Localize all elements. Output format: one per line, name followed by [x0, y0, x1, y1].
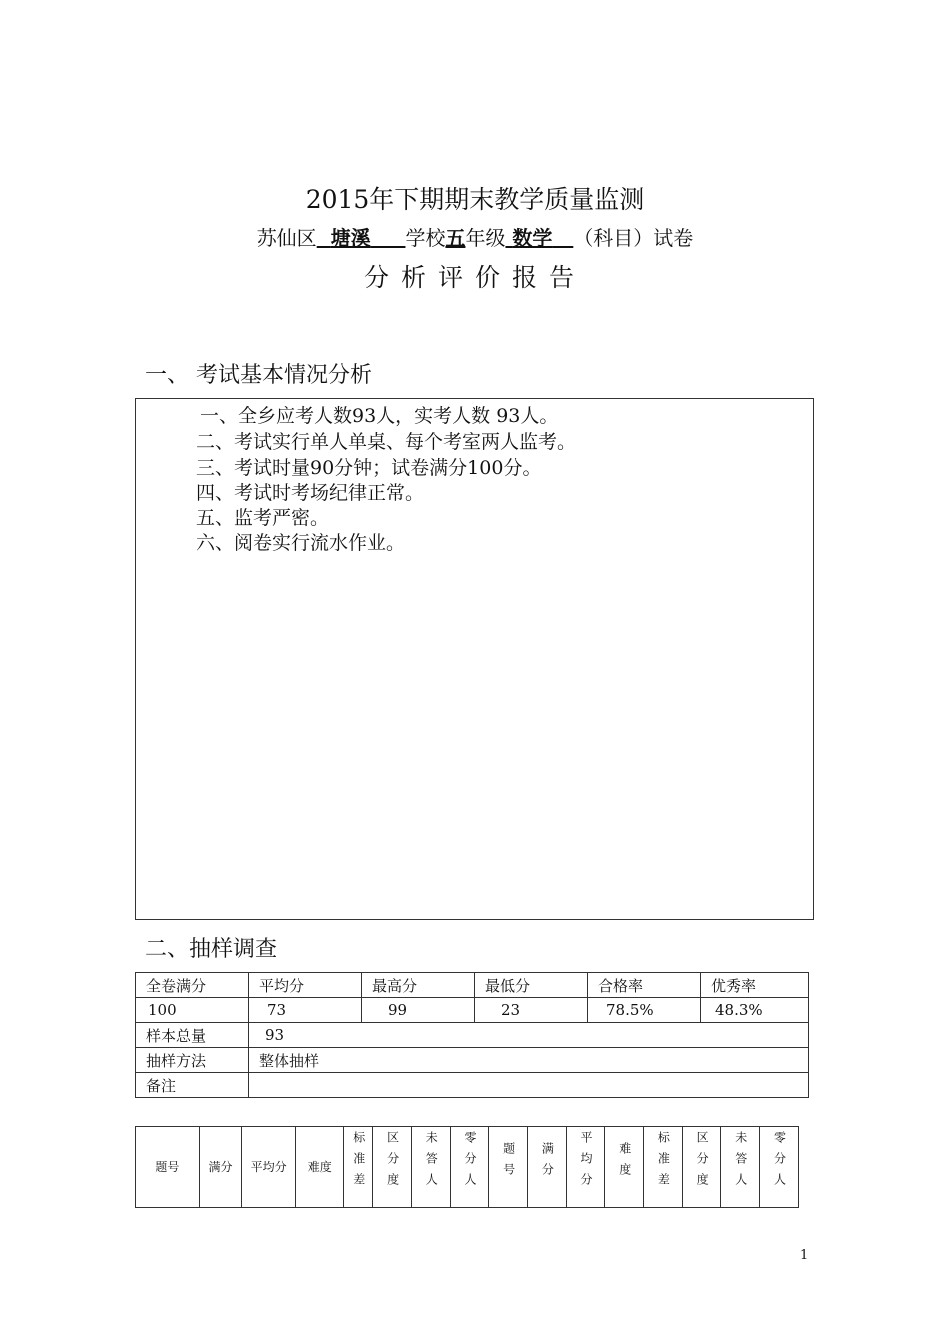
summary-line: 一、全乡应考人数93人，实考人数 93人。	[200, 405, 559, 427]
summary-line: 六、阅卷实行流水作业。	[196, 532, 406, 554]
header-cell: 难度	[605, 1127, 644, 1208]
header-cell: 题号	[489, 1127, 528, 1208]
section1-heading: 一、 考试基本情况分析	[145, 363, 372, 388]
sampling-table	[135, 972, 809, 1098]
label-cell: 样本总量	[136, 1023, 249, 1048]
value-cell: 78.5%	[588, 998, 701, 1023]
header-cell: 平均分	[242, 1127, 296, 1208]
value-cell: 100	[136, 998, 249, 1023]
school-label: 学校	[405, 226, 446, 250]
value-cell: 99	[362, 998, 475, 1023]
section2-heading: 二、抽样调查	[145, 937, 278, 962]
school-name: 塘溪	[330, 226, 371, 250]
table-row	[136, 1023, 809, 1048]
header-cell: 零分人	[760, 1127, 799, 1208]
header-cell: 题号	[136, 1127, 200, 1208]
report-title: 分析评价报告	[363, 263, 586, 292]
table-row	[136, 1127, 799, 1208]
item-analysis-table	[135, 1126, 799, 1208]
header-cell: 满分	[527, 1127, 566, 1208]
value-cell: 48.3%	[701, 998, 809, 1023]
grade-value: 五	[445, 226, 466, 250]
district-label: 苏仙区	[256, 226, 317, 250]
header-cell: 未答人	[411, 1127, 450, 1208]
header-cell: 标准差	[344, 1127, 373, 1208]
table-row	[136, 973, 809, 998]
header-cell: 平均分	[249, 973, 362, 998]
table-row	[136, 1073, 809, 1098]
header-cell: 零分人	[450, 1127, 489, 1208]
page-title: 2015年下期期末教学质量监测	[305, 185, 645, 214]
table-row	[136, 998, 809, 1023]
value-cell: 93	[249, 1023, 809, 1048]
label-cell: 备注	[136, 1073, 249, 1098]
header-cell: 未答人	[721, 1127, 760, 1208]
header-cell: 区分度	[373, 1127, 412, 1208]
header-cell: 最低分	[475, 973, 588, 998]
value-cell: 23	[475, 998, 588, 1023]
header-cell: 合格率	[588, 973, 701, 998]
value-cell: 整体抽样	[249, 1048, 809, 1073]
page-number: 1	[800, 1248, 809, 1263]
header-cell: 优秀率	[701, 973, 809, 998]
header-cell: 区分度	[682, 1127, 721, 1208]
table-row	[136, 1048, 809, 1073]
header-cell: 平均分	[566, 1127, 605, 1208]
header-cell: 最高分	[362, 973, 475, 998]
value-cell: 73	[249, 998, 362, 1023]
summary-line: 四、考试时考场纪律正常。	[196, 482, 425, 504]
header-cell: 全卷满分	[136, 973, 249, 998]
value-cell	[249, 1073, 809, 1098]
summary-line: 二、考试实行单人单桌、每个考室两人监考。	[196, 431, 577, 453]
exam-summary-box	[135, 398, 814, 920]
summary-line: 三、考试时量90分钟；试卷满分100分。	[196, 457, 542, 479]
summary-line: 五、监考严密。	[196, 507, 330, 529]
subject-suffix: （科目）试卷	[573, 226, 694, 250]
subject-name: 数学	[512, 226, 553, 250]
label-cell: 抽样方法	[136, 1048, 249, 1073]
grade-label: 年级	[465, 226, 506, 250]
header-cell: 难度	[296, 1127, 344, 1208]
header-cell: 满分	[199, 1127, 241, 1208]
header-cell: 标准差	[644, 1127, 683, 1208]
exam-info-line	[0, 222, 950, 251]
